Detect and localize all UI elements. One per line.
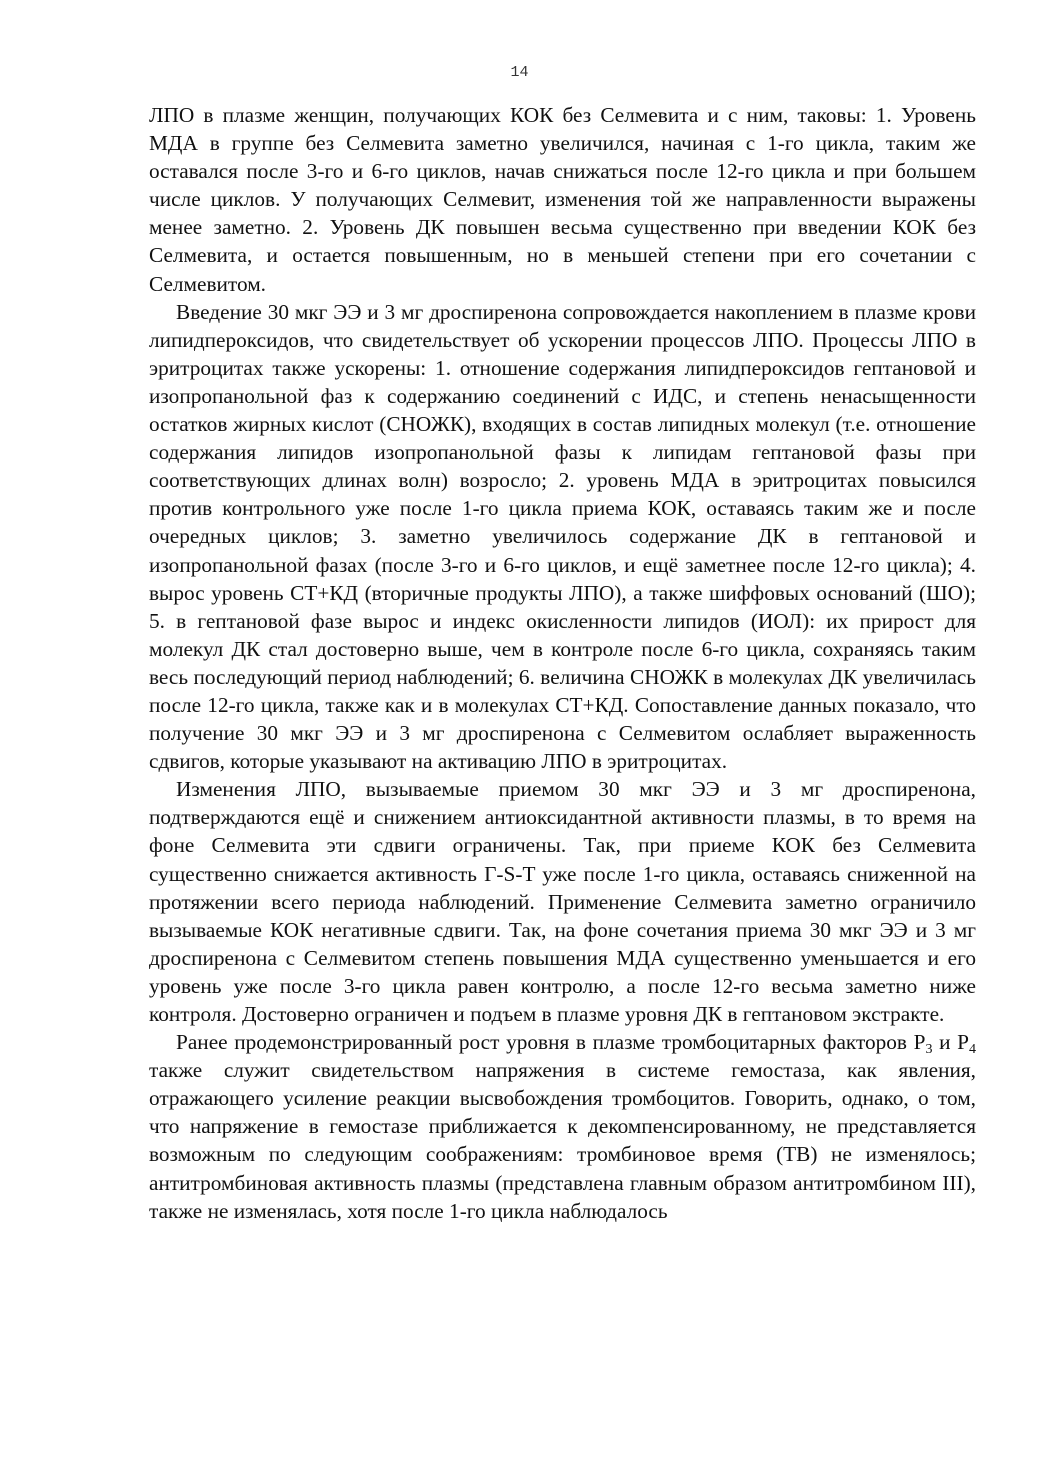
page-number: 14	[510, 64, 529, 81]
paragraph-4	[149, 1028, 976, 1225]
document-body	[149, 101, 976, 1225]
paragraph-4-text-b: и Р	[932, 1030, 969, 1055]
paragraph-2: Введение 30 мкг ЭЭ и 3 мг дроспиренона сопровождается накоплением в плазме крови липидпероксидов, что свидетельствует об ускорении процессов ЛПО. Процессы ЛПО в эритроцитах также ускорены: 1. отношение содержания липидпероксидов гептановой и изопропанольной фаз к содержанию соединений с ИДС, и степень ненасыщенности остатков жирных кислот (СНОЖК), входящих в состав липидных молекул (т.е. отношение содержания липидов изопропанольной фазы к липидам гептановой фазы при соответствующих длинах волн) возросло; 2. уровень МДА в эритроцитах повысился против контрольного уже после 1-го цикла приема КОК, оставаясь таким же и после очередных циклов; 3. заметно увеличилось содержание ДК в гептановой и изопропанольной фазах (после 3-го и 6-го циклов, и ещё заметнее после 12-го цикла); 4. вырос уровень СТ+КД (вторичные продукты ЛПО), а также шиффовых оснований (ШО); 5. в гептановой фазе вырос и индекс окисленности липидов (ИОЛ): их прирост для молекул ДК стал достоверно выше, чем в контроле после 6-го цикла, сохраняясь таким весь последующий период наблюдений; 6. величина СНОЖК в молекулах ДК увеличилась после 12-го цикла, также как и в молекулах СТ+КД. Сопоставление данных показало, что получение 30 мкг ЭЭ и 3 мг дроспиренона с Селмевитом ослабляет выраженность сдвигов, которые указывают на активацию ЛПО в эритроцитах.	[149, 299, 976, 774]
paragraph-1: ЛПО в плазме женщин, получающих КОК без Селмевита и с ним, таковы: 1. Уровень МДА в группе без Селмевита заметно увеличился, начиная с 1-го цикла, таким же оставался после 3-го и 6-го циклов, начав снижаться после 12-го цикла и при большем числе циклов. У получающих Селмевит, изменения той же направленности выражены менее заметно. 2. Уровень ДК повышен весьма существенно при введении КОК без Селмевита, и остается повышенным, но в меньшей степени при его сочетании с Селмевитом.	[149, 103, 976, 296]
paragraph-4-text-a: Ранее продемонстрированный рост уровня в плазме тромбоцитарных факторов Р	[176, 1030, 926, 1055]
paragraph-4-text-c: также служит свидетельством напряжения в системе гемостаза, как явления, отражающего усиление реакции высвобождения тромбоцитов. Говорить, однако, о том, что напряжение в гемостазе приближается к декомпенсированному, не представляется возможным по следующим соображениям: тромбиновое время (ТВ) не изменялось; антитромбиновая активность плазмы (представлена главным образом антитромбином III), также не изменялась, хотя после 1-го цикла наблюдалось	[149, 1058, 976, 1223]
paragraph-3: Изменения ЛПО, вызываемые приемом 30 мкг ЭЭ и 3 мг дроспиренона, подтверждаются ещё и снижением антиоксидантной активности плазмы, в то время на фоне Селмевита эти сдвиги ограничены. Так, при приеме КОК без Селмевита существенно снижается активность Г-S-T уже после 1-го цикла, оставаясь сниженной на протяжении всего периода наблюдений. Применение Селмевита заметно ограничило вызываемые КОК негативные сдвиги. Так, на фоне сочетания приема 30 мкг ЭЭ и 3 мг дроспиренона с Селмевитом степень повышения МДА существенно уменьшается и его уровень уже после 3-го цикла равен контролю, а после 12-го весьма заметно ниже контроля. Достоверно ограничен и подъем в плазме уровня ДК в гептановом экстракте.	[149, 777, 976, 1026]
subscript-4: 4	[969, 1042, 976, 1058]
subscript-3: 3	[925, 1042, 933, 1058]
